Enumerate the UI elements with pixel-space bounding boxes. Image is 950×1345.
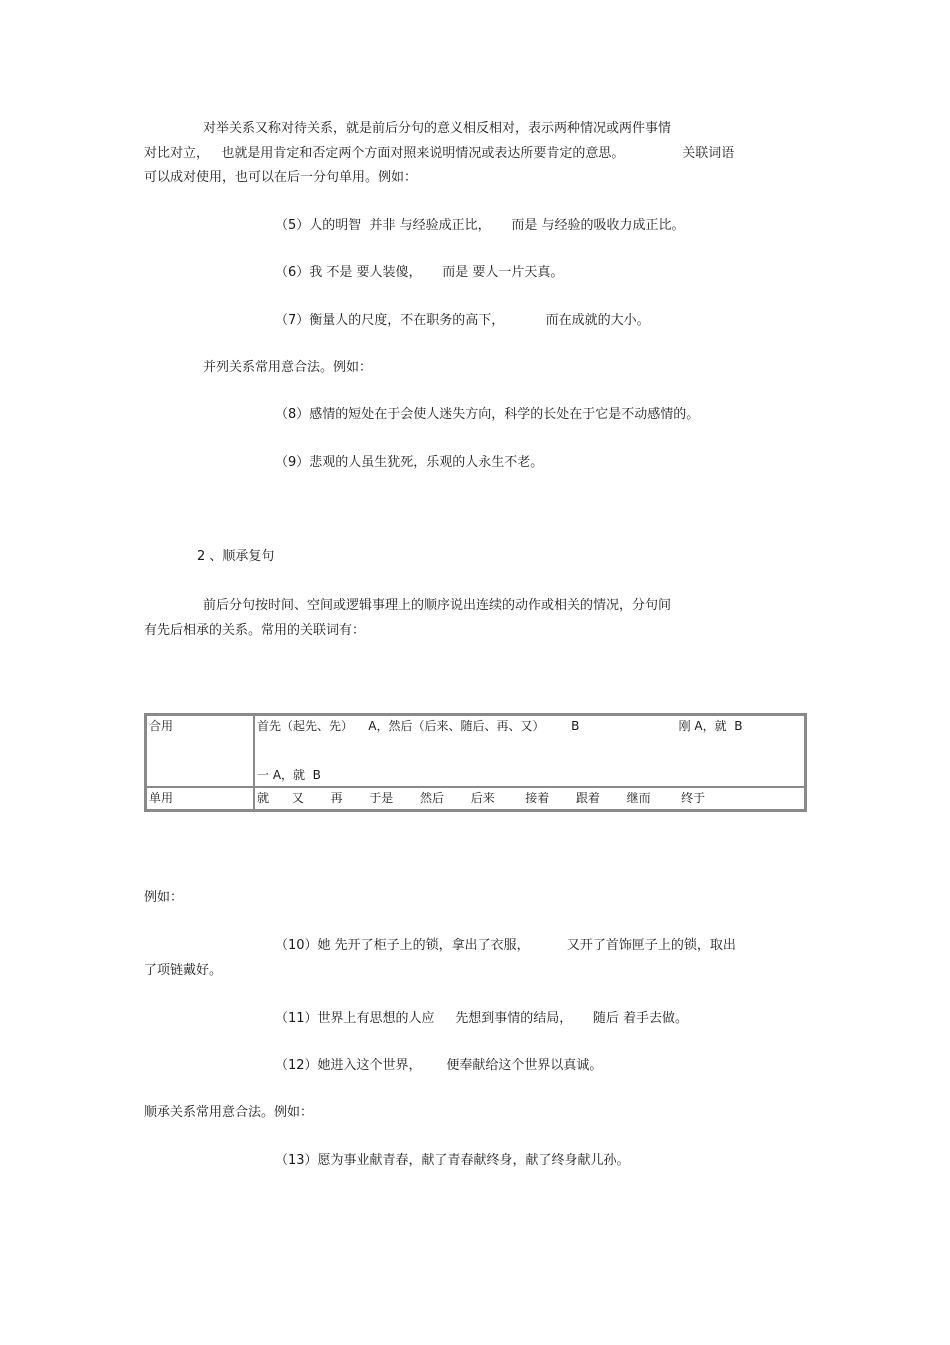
example-8: （8）感情的短处在于会使人迷失方向，科学的长处在于它是不动感情的。 — [275, 407, 700, 422]
table-row — [146, 715, 805, 787]
example-9: （9）悲观的人虽生犹死，乐观的人永生不老。 — [275, 455, 544, 470]
row-label-single: 单用 — [146, 787, 254, 810]
section-heading: 2 、顺承复句 — [197, 549, 275, 564]
example-7: （7）衡量人的尺度，不在职务的高下， 而在成就的大小。 — [275, 313, 650, 328]
table-row — [146, 787, 805, 810]
connectives-table — [144, 713, 807, 812]
combined-line1: 首先（起先、先） A，然后（后来、随后、再、又） B 刚 A，就 B — [257, 719, 743, 733]
example-5: （5）人的明智 并非 与经验成正比， 而是 与经验的吸收力成正比。 — [275, 218, 685, 233]
row-value-single: 就 又 再 于是 然后 后来 接着 跟着 继而 终于 — [254, 787, 805, 810]
example-13: （13）愿为事业献青春，献了青春献终身，献了终身献儿孙。 — [275, 1153, 630, 1168]
example-10-line1: （10）她 先开了柜子上的锁，拿出了衣服， 又开了首饰匣子上的锁，取出 — [275, 938, 736, 953]
example-11: （11）世界上有思想的人应 先想到事情的结局， 随后 着手去做。 — [275, 1011, 688, 1026]
example-6: （6）我 不是 要人装傻， 而是 要人一片天真。 — [275, 265, 564, 280]
example-10-line2: 了项链戴好。 — [144, 963, 223, 978]
example-12: （12）她进入这个世界， 便奉献给这个世界以真诚。 — [275, 1058, 603, 1073]
row-value-combined — [254, 715, 805, 787]
parallel-intro: 并列关系常用意合法。例如： — [203, 360, 373, 375]
para2-line2: 有先后相承的关系。常用的关联词有： — [144, 623, 366, 638]
para2-line1: 前后分句按时间、空间或逻辑事理上的顺序说出连续的动作或相关的情况，分句间 — [203, 598, 672, 613]
para1-line3: 可以成对使用，也可以在后一分句单用。例如： — [144, 170, 418, 185]
para1-line2: 对比对立， 也就是用肯定和否定两个方面对照来说明情况或表达所要肯定的意思。 关联词语 — [144, 146, 735, 161]
example-label: 例如： — [144, 890, 184, 905]
para1-line1: 对举关系又称对待关系，就是前后分句的意义相反相对，表示两种情况或两件事情 — [203, 121, 672, 136]
shuncheng-intro: 顺承关系常用意合法。例如： — [144, 1105, 314, 1120]
row-label-combined: 合用 — [146, 715, 254, 787]
combined-line2: 一 A，就 B — [257, 768, 321, 782]
